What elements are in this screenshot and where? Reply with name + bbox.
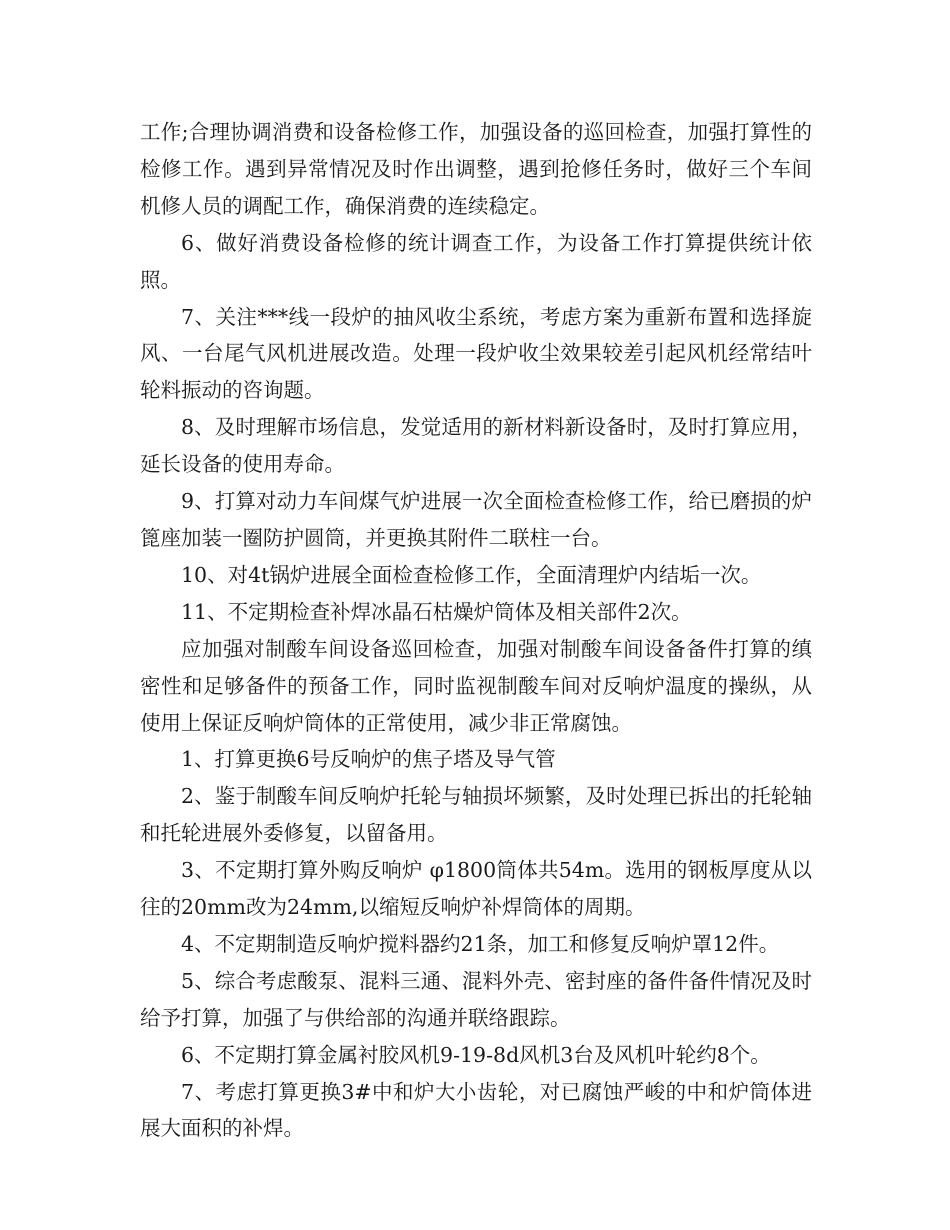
paragraph-item-6: 6、做好消费设备检修的统计调查工作，为设备工作打算提供统计依照。 (140, 230, 812, 292)
paragraph-item-11: 11、不定期检查补焊冰晶石枯燥炉筒体及相关部件2次。 (181, 599, 692, 624)
paragraph-acid-item-6: 6、不定期打算金属衬胶风机9-19-8d风机3台及风机叶轮约8个。 (181, 1042, 771, 1067)
document-body (140, 114, 812, 1147)
paragraph-acid-item-4: 4、不定期制造反响炉搅料器约21条，加工和修复反响炉罩12件。 (181, 931, 780, 956)
paragraph-item-8: 8、及时理解市场信息，发觉适用的新材料新设备时，及时打算应用，延长设备的使用寿命。 (140, 415, 812, 477)
paragraph-acid-workshop-intro: 应加强对制酸车间设备巡回检查，加强对制酸车间设备备件打算的缜密性和足够备件的预备工作，同时监视制酸车间对反响炉温度的操纵，从使用上保证反响炉筒体的正常使用，减少非正常腐蚀。 (140, 636, 812, 735)
paragraph-continuation: 工作;合理协调消费和设备检修工作，加强设备的巡回检查，加强打算性的检修工作。遇到异常情况及时作出调整，遇到抢修任务时，做好三个车间机修人员的调配工作，确保消费的连续稳定。 (140, 120, 812, 218)
paragraph-acid-item-3: 3、不定期打算外购反响炉 φ1800筒体共54m。选用的钢板厚度从以往的20mm改为24mm,以缩短反响炉补焊筒体的周期。 (140, 858, 812, 920)
paragraph-acid-item-2: 2、鉴于制酸车间反响炉托轮与轴损坏频繁，及时处理已拆出的托轮轴和托轮进展外委修复，以留备用。 (140, 784, 812, 846)
paragraph-item-9: 9、打算对动力车间煤气炉进展一次全面检查检修工作，给已磨损的炉篦座加装一圈防护圆筒，并更换其附件二联柱一台。 (140, 489, 812, 550)
paragraph-acid-item-7: 7、考虑打算更换3#中和炉大小齿轮，对已腐蚀严峻的中和炉筒体进展大面积的补焊。 (140, 1079, 812, 1141)
paragraph-item-7: 7、关注***线一段炉的抽风收尘系统，考虑方案为重新布置和选择旋风、一台尾气风机进展改造。处理一段炉收尘效果较差引起风机经常结叶轮料振动的咨询题。 (140, 304, 812, 403)
paragraph-item-10: 10、对4t锅炉进展全面检查检修工作，全面清理炉内结垢一次。 (181, 562, 762, 587)
paragraph-acid-item-5: 5、综合考虑酸泵、混料三通、混料外壳、密封座的备件备件情况及时给予打算，加强了与供给部的沟通并联络跟踪。 (140, 968, 812, 1030)
paragraph-acid-item-1: 1、打算更换6号反响炉的焦子塔及导气管 (181, 747, 556, 772)
